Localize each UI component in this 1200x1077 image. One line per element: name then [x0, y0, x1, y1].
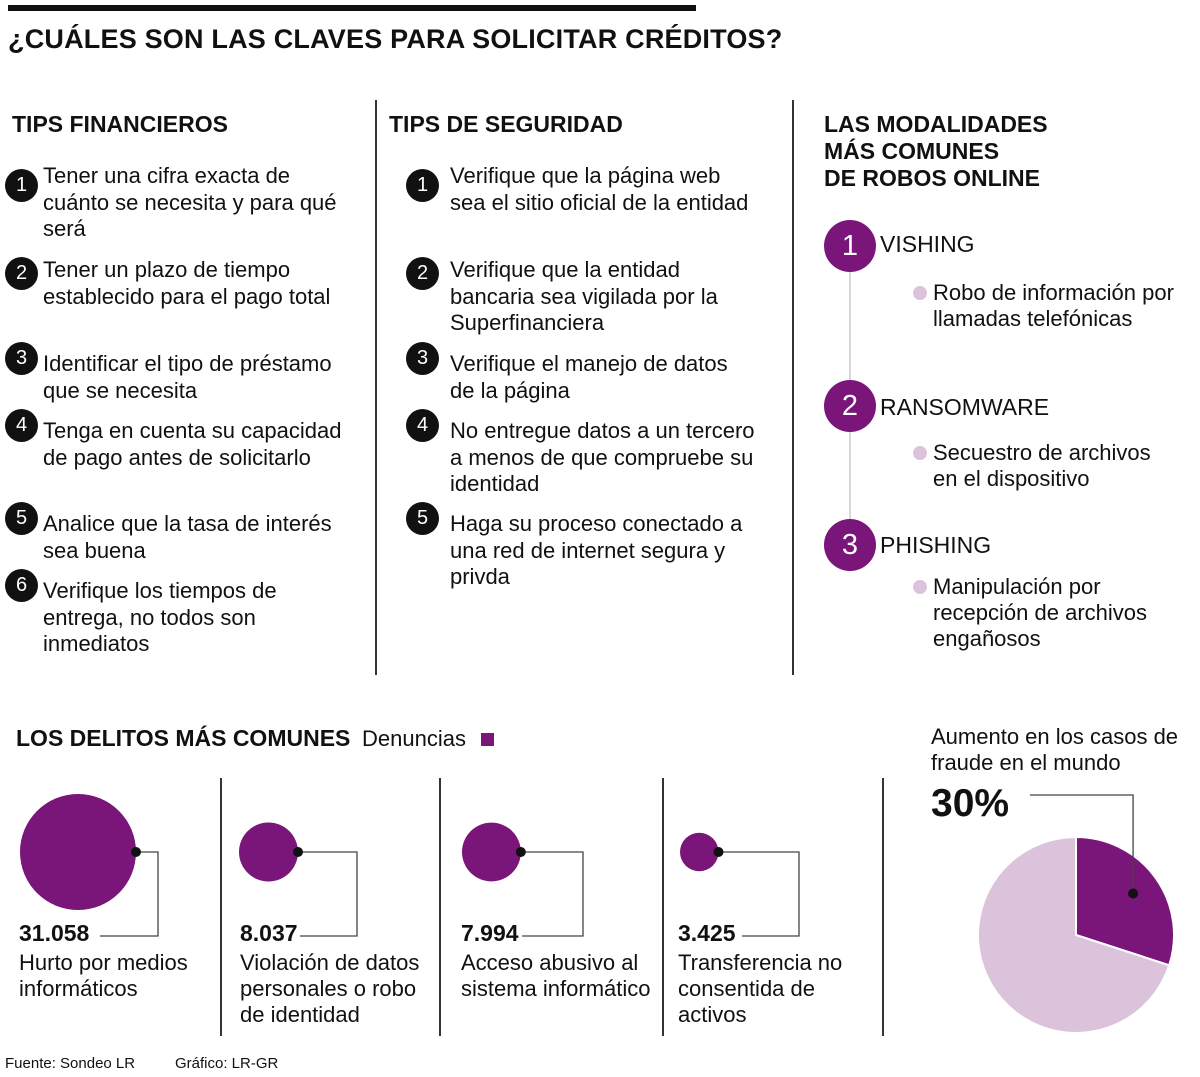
number-badge: 4	[5, 409, 38, 442]
financial-tip-item	[5, 414, 350, 511]
crimes-bubble-chart	[0, 770, 880, 950]
modality-number-circle: 1	[824, 220, 876, 272]
anchor-dot	[516, 847, 526, 857]
financial-tip-item	[5, 507, 350, 578]
chart-divider	[882, 778, 884, 1036]
modality-title: PHISHING	[880, 532, 992, 558]
financial-tips-heading: TIPS FINANCIEROS	[12, 111, 228, 137]
tip-text: Verifique que la entidad bancaria sea vigilada por la Superfinanciera	[450, 257, 718, 335]
anchor-dot	[293, 847, 303, 857]
number-badge: 1	[5, 169, 38, 202]
crimes-chart-title: LOS DELITOS MÁS COMUNES	[16, 725, 351, 751]
security-tip-item	[406, 414, 758, 511]
modality-title: RANSOMWARE	[880, 394, 1050, 420]
security-tips-heading: TIPS DE SEGURIDAD	[389, 111, 623, 137]
bullet-dot-icon	[913, 286, 927, 300]
financial-tip-item	[5, 257, 350, 351]
category-label: Violación de datos personales o robo de identidad	[240, 950, 420, 1027]
tip-text: Verifique el manejo de datos de la página	[450, 351, 728, 403]
data-label: 31.058	[19, 920, 90, 946]
bullet-dot-icon	[913, 580, 927, 594]
tip-text: Analice que la tasa de interés sea buena	[43, 511, 332, 563]
financial-tips-list	[5, 163, 350, 658]
modalities-heading-line: LAS MODALIDADES	[824, 111, 1048, 137]
tip-text: Verifique los tiempos de entrega, no todos son inmediatos	[43, 578, 277, 656]
security-tip-item	[406, 507, 758, 591]
data-label: 7.994	[461, 920, 519, 946]
column-divider	[375, 100, 377, 675]
data-bubble	[20, 794, 136, 910]
bullet-dot-icon	[913, 446, 927, 460]
modality-number-circle: 3	[824, 519, 876, 571]
data-bubble	[680, 833, 719, 872]
modality-description: Robo de información por llamadas telefónicas	[933, 280, 1174, 331]
financial-tip-item	[5, 574, 350, 658]
anchor-dot	[1128, 889, 1138, 899]
modality-number-circle: 2	[824, 380, 876, 432]
fraud-percent-value: 30%	[931, 782, 1010, 825]
security-tip-item	[406, 163, 758, 257]
category-label: Transferencia no consentida de activos	[678, 950, 843, 1027]
tip-text: Haga su proceso conectado a una red de internet segura y privda	[450, 511, 743, 589]
legend-swatch	[481, 733, 494, 746]
page-title: ¿CUÁLES SON LAS CLAVES PARA SOLICITAR CRÉDITOS?	[8, 24, 783, 54]
modality-description: Manipulación por recepción de archivos engañosos	[933, 574, 1148, 651]
modalities-heading	[824, 111, 1048, 192]
legend-label: Denuncias	[362, 726, 466, 751]
number-badge: 2	[406, 257, 439, 290]
security-tip-item	[406, 257, 758, 351]
fraud-pie-chart	[970, 780, 1185, 1050]
number-badge: 5	[406, 502, 439, 535]
data-label: 8.037	[240, 920, 298, 946]
number-badge: 6	[5, 569, 38, 602]
data-bubble	[239, 822, 298, 881]
top-rule	[8, 5, 696, 11]
number-badge: 3	[406, 342, 439, 375]
number-badge: 1	[406, 169, 439, 202]
security-tips-list	[406, 163, 758, 591]
tip-text: Tener un plazo de tiempo establecido para el pago total	[43, 257, 331, 309]
modalities-heading-line: DE ROBOS ONLINE	[824, 165, 1040, 191]
modalities-heading-line: MÁS COMUNES	[824, 138, 1000, 164]
modality-description: Secuestro de archivos en el dispositivo	[933, 440, 1151, 491]
tip-text: Tener una cifra exacta de cuánto se necesita y para qué será	[43, 163, 337, 241]
leader-line	[521, 852, 583, 936]
anchor-dot	[131, 847, 141, 857]
security-tip-item	[406, 347, 758, 418]
tip-text: Verifique que la página web sea el sitio oficial de la entidad	[450, 163, 749, 215]
graphic-credit: Gráfico: LR-GR	[175, 1055, 279, 1072]
leader-line	[298, 852, 357, 936]
category-label: Hurto por medios informáticos	[19, 950, 188, 1001]
financial-tip-item	[5, 347, 350, 418]
source-note: Fuente: Sondeo LR	[5, 1055, 136, 1072]
number-badge: 5	[5, 502, 38, 535]
number-badge: 2	[5, 257, 38, 290]
modality-title: VISHING	[880, 231, 975, 257]
data-label: 3.425	[678, 920, 736, 946]
tip-text: Tenga en cuenta su capacidad de pago antes de solicitarlo	[43, 418, 342, 470]
tip-text: No entregue datos a un tercero a menos de que compruebe su identidad	[450, 418, 755, 496]
fraud-caption: Aumento en los casos de fraude en el mundo	[931, 724, 1179, 775]
number-badge: 3	[5, 342, 38, 375]
number-badge: 4	[406, 409, 439, 442]
financial-tip-item	[5, 163, 350, 257]
data-bubble	[462, 823, 521, 882]
anchor-dot	[714, 847, 724, 857]
category-label: Acceso abusivo al sistema informático	[461, 950, 651, 1001]
tip-text: Identificar el tipo de préstamo que se necesita	[43, 351, 332, 403]
column-divider	[792, 100, 794, 675]
